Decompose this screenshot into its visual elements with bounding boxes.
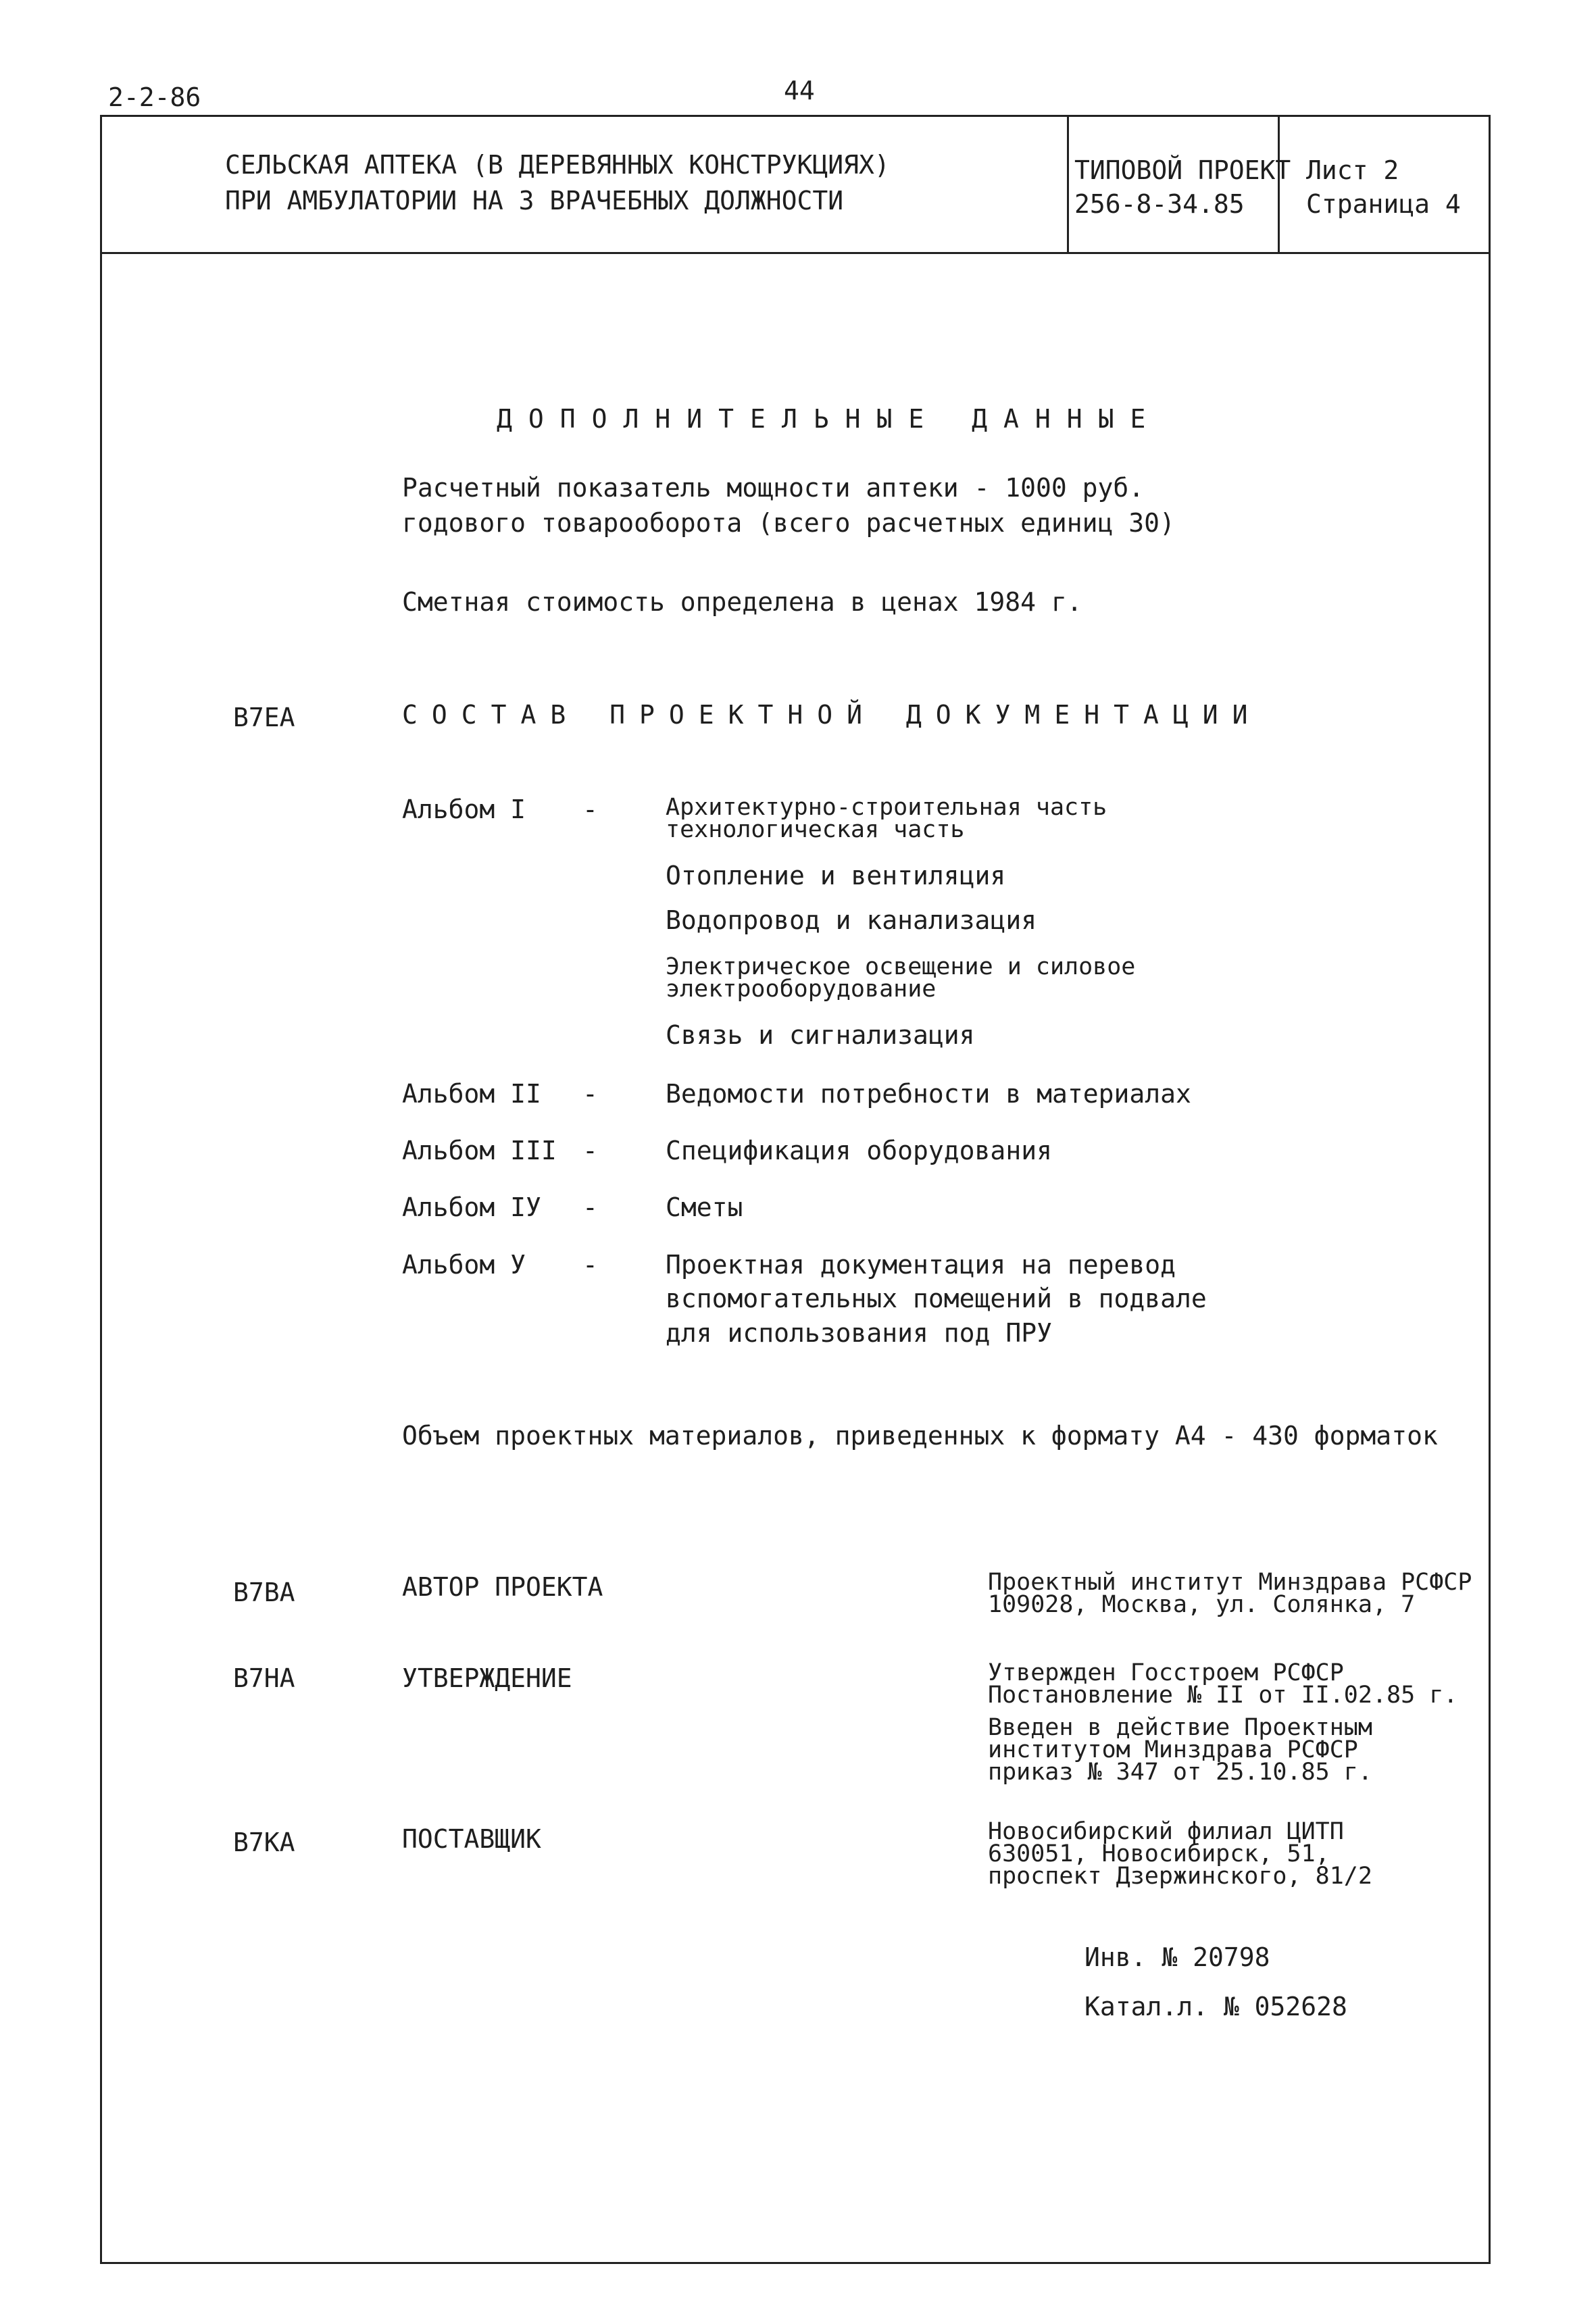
album1-item: Связь и сигнализация	[666, 1020, 975, 1050]
header-title-line2: ПРИ АМБУЛАТОРИИ НА 3 ВРАЧЕБНЫХ ДОЛЖНОСТИ	[225, 186, 844, 216]
page-label: Страница 4	[1306, 189, 1461, 219]
approval-label: УТВЕРЖДЕНИЕ	[402, 1663, 572, 1693]
album1-item: технологическая часть	[666, 816, 965, 843]
album1-item: Отопление и вентиляция	[666, 861, 1006, 890]
album4-label: Альбом IУ	[402, 1192, 541, 1222]
album2-dash: -	[582, 1079, 598, 1109]
approval-line: институтом Минздрава РСФСР	[988, 1736, 1358, 1763]
album3-label: Альбом III	[402, 1136, 557, 1165]
page-number: 44	[784, 76, 815, 105]
album1-item: электрооборудование	[666, 976, 937, 1003]
album4-text: Сметы	[666, 1192, 743, 1222]
supplier-line: 630051, Новосибирск, 51,	[988, 1840, 1330, 1867]
volume-note: Объем проектных материалов, приведенных к формату А4 - 430 форматок	[402, 1421, 1438, 1451]
album1-dash: -	[582, 795, 598, 824]
cost-note: Сметная стоимость определена в ценах 1984 г.	[402, 587, 1082, 617]
album5-line: вспомогательных помещений в подвале	[666, 1284, 1207, 1313]
capacity-line1: Расчетный показатель мощности аптеки - 1000 руб.	[402, 473, 1145, 503]
approval-line: Постановление № II от II.02.85 г.	[988, 1682, 1458, 1709]
approval-code: В7НА	[233, 1663, 295, 1693]
supplier-line: проспект Дзержинского, 81/2	[988, 1863, 1372, 1890]
sheet-label: Лист 2	[1306, 155, 1399, 185]
capacity-line2: годового товарооборота (всего расчетных единиц 30)	[402, 508, 1175, 538]
author-code: В7ВА	[233, 1578, 295, 1607]
inventory-number: Инв. № 20798	[1084, 1942, 1270, 1972]
album5-label: Альбом У	[402, 1250, 526, 1280]
author-line: Проектный институт Минздрава РСФСР	[988, 1569, 1472, 1596]
additional-heading: ДОПОЛНИТЕЛЬНЫЕ ДАННЫЕ	[497, 404, 1162, 434]
header-title-line1: СЕЛЬСКАЯ АПТЕКА (В ДЕРЕВЯННЫХ КОНСТРУКЦИЯХ)	[225, 150, 890, 180]
album1-item: Архитектурно-строительная часть	[666, 794, 1107, 821]
page-frame	[100, 115, 1491, 2264]
supplier-line: Новосибирский филиал ЦИТП	[988, 1818, 1344, 1845]
album4-dash: -	[582, 1192, 598, 1222]
supplier-code: В7КА	[233, 1828, 295, 1857]
album5-line: Проектная документация на перевод	[666, 1250, 1176, 1280]
header-col-divider-1	[1067, 115, 1069, 254]
album1-label: Альбом I	[402, 795, 526, 824]
project-number: 256-8-34.85	[1074, 189, 1245, 219]
supplier-label: ПОСТАВЩИК	[402, 1824, 541, 1854]
catalog-number: Катал.л. № 052628	[1084, 1992, 1347, 2021]
composition-heading: СОСТАВ ПРОЕКТНОЙ ДОКУМЕНТАЦИИ	[402, 700, 1262, 730]
album2-label: Альбом II	[402, 1079, 541, 1109]
header-divider	[100, 252, 1491, 254]
album5-dash: -	[582, 1250, 598, 1280]
album2-text: Ведомости потребности в материалах	[666, 1079, 1191, 1109]
album3-dash: -	[582, 1136, 598, 1165]
project-label: ТИПОВОЙ ПРОЕКТ	[1074, 155, 1291, 185]
album3-text: Спецификация оборудования	[666, 1136, 1052, 1165]
album1-item: Водопровод и канализация	[666, 905, 1037, 935]
approval-line: Утвержден Госстроем РСФСР	[988, 1659, 1344, 1686]
top-code: 2-2-86	[108, 82, 201, 112]
album5-line: для использования под ПРУ	[666, 1318, 1052, 1348]
author-label: АВТОР ПРОЕКТА	[402, 1572, 603, 1602]
album1-item: Электрическое освещение и силовое	[666, 953, 1136, 980]
approval-line: Введен в действие Проектным	[988, 1714, 1372, 1741]
approval-line: приказ № 347 от 25.10.85 г.	[988, 1759, 1372, 1786]
author-line: 109028, Москва, ул. Солянка, 7	[988, 1591, 1416, 1618]
composition-code: В7ЕА	[233, 703, 295, 732]
